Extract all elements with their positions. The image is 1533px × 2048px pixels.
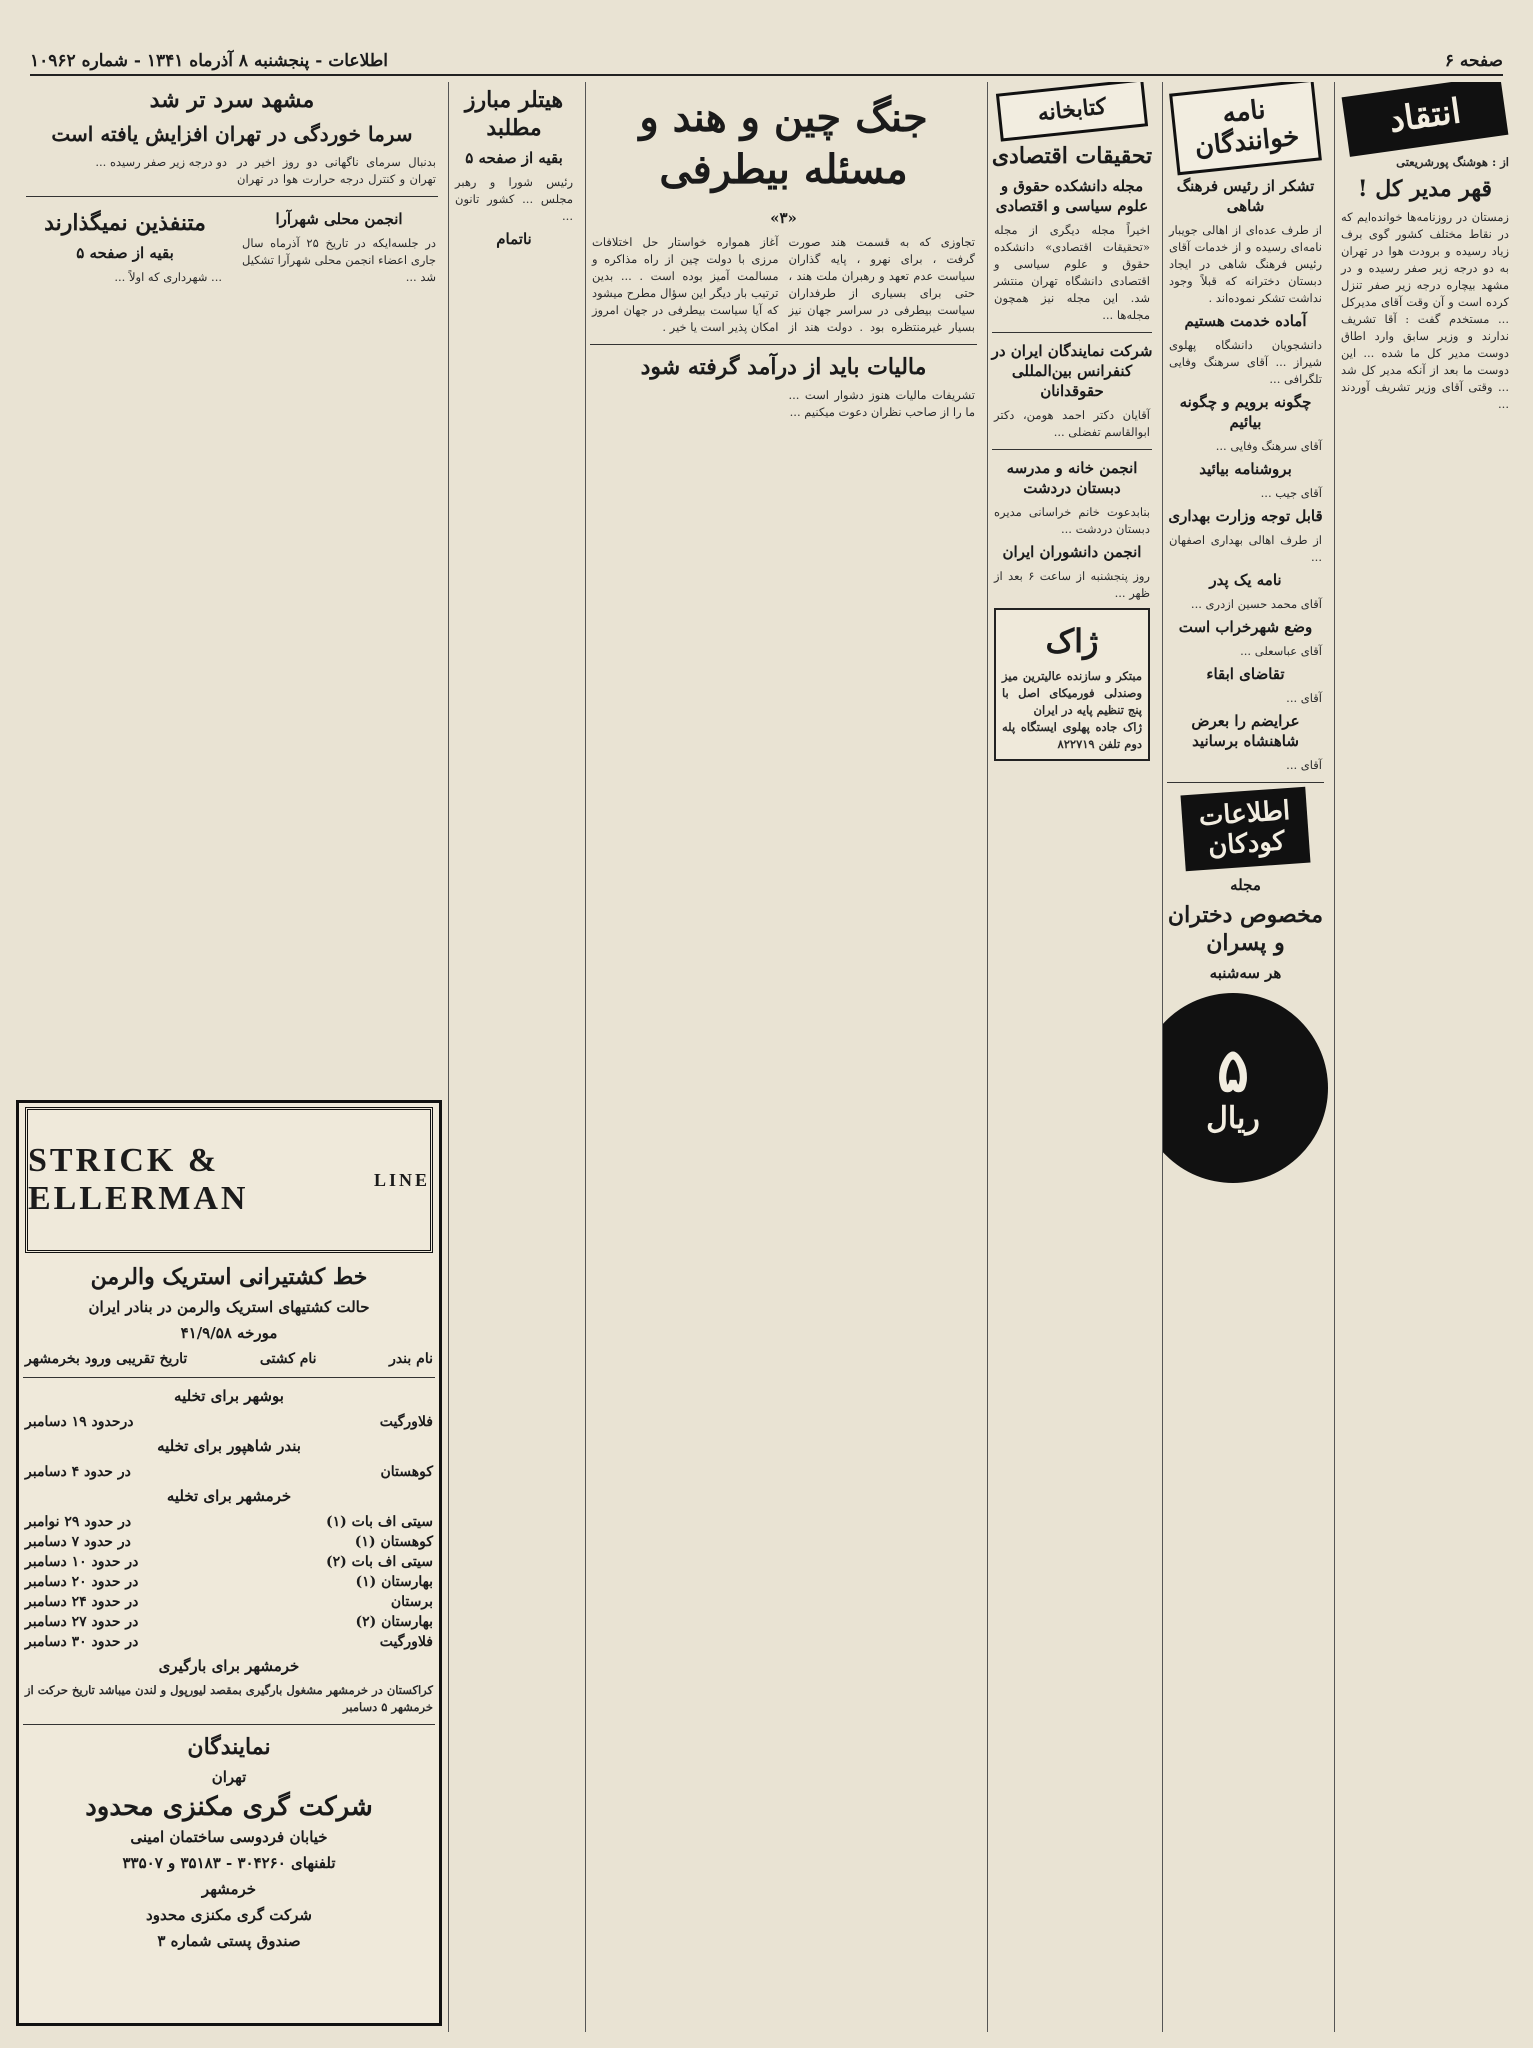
- ship-subtitle: حالت کشتیهای استریک والرمن در بنادر ایران: [88, 1298, 370, 1316]
- column-mashhad: [22, 82, 442, 1082]
- readers-item3-title: چگونه برویم و چگونه بیائیم: [1179, 393, 1312, 431]
- ship-eta: در حدود ۷ دسامبر: [25, 1534, 131, 1550]
- masthead: [30, 48, 1503, 76]
- univ-title: انجمن دانشوران ایران: [1002, 543, 1142, 561]
- phone-tehran: تلفنهای ۳۰۴۲۶۰ - ۳۵۱۸۳ و ۳۳۵۰۷: [122, 1854, 336, 1872]
- city-tehran: تهران: [211, 1768, 247, 1786]
- ship-eta: در حدود ۲۹ نوامبر: [25, 1514, 132, 1530]
- readers-logo: نامه خوانندگان: [1169, 82, 1322, 175]
- mashhad-lower: [22, 205, 442, 286]
- readers-item3-body: آقای سرهنگ وفایی ...: [1215, 439, 1322, 453]
- school-body: بنابدعوت خانم خراسانی مدیره دبستان دردشت ...: [994, 505, 1150, 536]
- readers-item1-body: از طرف عده‌ای از اهالی جویبار نامه‌ای رسیده و از خدمات آقای رئیس فرهنگ شاهی در ایجاد دبستان دخترانه که قبلاً وجود نداشت تشکر نموده‌اند .: [1169, 223, 1322, 305]
- influential-title: متنفذین نمیگذارند: [44, 210, 206, 236]
- ship-eta: در حدود ۱۰ دسامبر: [25, 1554, 139, 1570]
- ship-banner-text: STRICK & ELLERMAN: [28, 1142, 249, 1217]
- ship-name: فلاورگیت: [379, 1634, 433, 1650]
- ship-date: مورخه ۴۱/۹/۵۸: [180, 1324, 278, 1342]
- divider: [590, 344, 977, 345]
- ship-name: کوهستان: [380, 1464, 433, 1480]
- ship-ad: [16, 1100, 442, 2026]
- china-india-number: «۳»: [770, 209, 797, 227]
- ship-table-header: [19, 1349, 439, 1369]
- jacques-ad-body: مبتکر و سازنده عالیترین میز وصندلی فورمیکای اصل با پنج تنظیم پایه در ایران: [1002, 669, 1142, 717]
- readers-item5-title: قابل توجه وزارت بهداری: [1168, 507, 1323, 525]
- hitler-sub: بقیه از صفحه ۵: [465, 149, 563, 167]
- group-khorramshahr-loading: خرمشهر برای بارگیری: [158, 1657, 300, 1675]
- ship-name: برستان: [390, 1594, 433, 1610]
- page-number: صفحه ۶: [1444, 51, 1503, 71]
- library-logo: کتابخانه: [996, 82, 1148, 142]
- jacques-ad-address: ژاک جاده پهلوی ایستگاه پله دوم تلفن ۸۲۲۷۱۹: [1002, 720, 1142, 751]
- group-bandar-shahpur: بندر شاهپور برای تخلیه: [157, 1437, 301, 1455]
- criticism-byline: از : هوشنگ پورشریعتی: [1396, 155, 1509, 169]
- ship-banner-line: LINE: [373, 1169, 430, 1190]
- price-currency: ریال: [1206, 1101, 1260, 1136]
- influential-body: ... شهرداری که اولاً ...: [114, 270, 222, 284]
- schedule-row: [19, 1612, 439, 1632]
- agents-label: نمایندگان: [187, 1734, 271, 1760]
- divider: [1167, 782, 1324, 783]
- city-khorramshahr: خرمشهر: [201, 1880, 257, 1898]
- kids-day: هر سه‌شنبه: [1209, 964, 1282, 982]
- library-body: اخیراً مجله دیگری از مجله «تحقیقات اقتصادی» دانشکده حقوق و علوم سیاسی و اقتصادی دانشگاه تهران منتشر شد. این مجله نیز همچون مجله‌ها ...: [994, 223, 1150, 322]
- ship-name: سیتی اف بات (۱): [326, 1514, 433, 1530]
- address-tehran: خیابان فردوسی ساختمان امینی: [130, 1828, 328, 1846]
- mashhad-title: مشهد سرد تر شد: [149, 87, 315, 113]
- kids-magazine-logo: اطلاعات کودکان: [1181, 787, 1311, 872]
- divider: [23, 1377, 435, 1378]
- readers-item2-title: آماده خدمت هستیم: [1184, 312, 1307, 330]
- hitler-body: رئیس شورا و رهبر مجلس ... کشور تانون ...: [455, 175, 573, 223]
- column-hitler: [448, 82, 579, 2032]
- ship-eta: در حدود ۴ دسامبر: [25, 1464, 131, 1480]
- readers-item2-body: دانشجویان دانشگاه پهلوی شیراز ... آقای سرهنگ وفایی تلگرافی ...: [1169, 338, 1322, 386]
- readers-item8-body: آقای ...: [1286, 691, 1322, 705]
- readers-item9-body: آقای ...: [1286, 758, 1322, 772]
- column-china-india: [585, 82, 981, 2032]
- column-criticism: [1334, 82, 1515, 2032]
- ship-eta: در حدود ۲۴ دسامبر: [25, 1594, 139, 1610]
- tax-title: مالیات باید از درآمد گرفته شود: [640, 354, 927, 380]
- divider: [992, 332, 1152, 333]
- readers-item8-title: تقاضای ابقاء: [1206, 665, 1285, 683]
- readers-item6-body: آقای محمد حسین ازدری ...: [1190, 597, 1322, 611]
- loading-body: کراکستان در خرمشهر مشغول بارگیری بمقصد لیورپول و لندن میباشد تاریخ حرکت از خرمشهر ۵ دسامبر: [25, 1683, 433, 1714]
- group-khorramshahr: خرمشهر برای تخلیه: [166, 1487, 292, 1505]
- jacques-ad-title: ژاک: [1045, 622, 1099, 660]
- schedule-row: [19, 1552, 439, 1572]
- schedule-row: [19, 1512, 439, 1532]
- tax-body: تشریفات مالیات هنوز دشوار است ... ما را از صاحب نظران دعوت میکنیم ...: [788, 388, 975, 419]
- ship-name: سیتی اف بات (۲): [326, 1554, 433, 1570]
- price-number: ۵: [1216, 1036, 1250, 1106]
- readers-item1-title: تشکر از رئیس فرهنگ شاهی: [1176, 177, 1315, 215]
- schedule-row: [19, 1592, 439, 1612]
- readers-item4-title: بروشنامه بیائید: [1199, 460, 1292, 478]
- ship-name: بهارستان (۱): [355, 1574, 433, 1590]
- library-title: تحقیقات اقتصادی: [991, 143, 1153, 169]
- issue-info: اطلاعات - پنجشنبه ۸ آذرماه ۱۳۴۱ - شماره ۱۰۹۶۲: [30, 51, 388, 71]
- china-india-title: جنگ چین و هند و مسئله بیطرفی: [639, 94, 928, 193]
- schedule-row: [19, 1412, 439, 1432]
- divider: [26, 196, 438, 197]
- readers-item4-body: آقای جیب ...: [1260, 486, 1322, 500]
- readers-item7-body: آقای عباسعلی ...: [1240, 644, 1322, 658]
- ship-title: خط کشتیرانی استریک والرمن: [90, 1264, 368, 1290]
- readers-item5-body: از طرف اهالی بهداری اصفهان ...: [1169, 533, 1322, 564]
- library-subtitle: مجله دانشکده حقوق و علوم سیاسی و اقتصادی: [995, 177, 1149, 215]
- conference-title: شرکت نمایندگان ایران در کنفرانس بین‌المللی حقوقدانان: [991, 342, 1153, 400]
- column-readers: [1162, 82, 1328, 2032]
- ship-eta: درحدود ۱۹ دسامبر: [25, 1414, 134, 1430]
- univ-body: روز پنجشنبه از ساعت ۶ بعد از ظهر ...: [994, 569, 1150, 600]
- ship-eta: در حدود ۳۰ دسامبر: [25, 1634, 139, 1650]
- hitler-end: ناتمام: [496, 230, 532, 248]
- council-title: انجمن محلی شهرآرا: [275, 210, 403, 228]
- header-date: تاریخ تقریبی ورود بخرمشهر: [25, 1351, 188, 1367]
- group-bushehr: بوشهر برای تخلیه: [174, 1387, 284, 1405]
- influential-sub: بقیه از صفحه ۵: [76, 244, 174, 262]
- schedule-row: [19, 1572, 439, 1592]
- divider: [992, 449, 1152, 450]
- header-port: نام بندر: [389, 1351, 433, 1367]
- readers-item6-title: نامه یک پدر: [1209, 571, 1282, 589]
- company-tehran: شرکت گری مکنزی محدود: [85, 1792, 373, 1822]
- ship-name: فلاورگیت: [379, 1414, 433, 1430]
- council-section: [236, 205, 442, 286]
- divider: [23, 1724, 435, 1725]
- hitler-title: هیتلر مبارز مطلبد: [464, 87, 564, 141]
- kids-mag-label: مجله: [1230, 876, 1261, 894]
- company-khorramshahr: شرکت گری مکنزی محدود: [146, 1906, 312, 1924]
- china-india-body: تجاوزی که به قسمت هند صورت گرفت ، برای نهرو ، پایه گذاران سیاست عدم تعهد و رهبران ملت هند ، حتی برای بسیاری از طرفداران سیاست بیطرفی در سراسر جهان نیز بسیار غیرمنتظره بود . دولت هند از آغاز همواره خواستار حل اختلافات مرزی با دولت چین از راه مذاکره و مسالمت آمیز بوده است . ... بدین ترتیب بار دیگر این سؤال مطرح میشود که آیا سیاست بیطرفی در جهان امروز امکان پذیر است یا خیر .: [592, 235, 975, 334]
- conference-body: آقایان دکتر احمد هومن، دکتر ابوالقاسم تفضلی ...: [994, 408, 1150, 439]
- readers-item9-title: عرایضم را بعرض شاهنشاه برسانید: [1191, 712, 1300, 750]
- influential-section: [22, 205, 228, 286]
- schedule-row: [19, 1462, 439, 1482]
- school-title: انجمن خانه و مدرسه دبستان دردشت: [1006, 459, 1138, 497]
- mashhad-headline: سرما خوردگی در تهران افزایش یافته است: [51, 122, 413, 146]
- price-badge: [1162, 993, 1328, 1183]
- criticism-body: زمستان در روزنامه‌ها خوانده‌ایم که در نقاط مختلف کشور گوی برف زیاد رسیده و برودت هوا در تهران به دو درجه زیر صفر رسیده و در مشهد بیچاره درجه زیر صفر تنزل کرده است و آن وقت آقای مدیرکل ... مستخدم گفت : آقا تشریف ندارند و وزیر سابق وارد اطاق دوست مدیر کل ما شده ... این دوست ما بعد از آنکه مدیر کل شد ... وقتی آقای وزیر تشریف آوردند ...: [1341, 210, 1509, 411]
- ship-eta: در حدود ۲۰ دسامبر: [25, 1574, 139, 1590]
- schedule-row: [19, 1632, 439, 1652]
- column-library: [987, 82, 1156, 2032]
- ship-name: کوهستان (۱): [354, 1534, 433, 1550]
- criticism-title: قهر مدیر کل !: [1357, 176, 1493, 202]
- council-body: در جلسه‌ایکه در تاریخ ۲۵ آذرماه سال جاری اعضاء انجمن محلی شهرآرا تشکیل شد ...: [242, 236, 436, 284]
- kids-for: مخصوص دختران و پسران: [1167, 902, 1324, 956]
- mashhad-body: بدنبال سرمای ناگهانی دو روز اخیر در تهران و کنترل درجه حرارت هوا در تهران دو درجه زیر صفر رسیده ...: [95, 155, 436, 186]
- box-khorramshahr: صندوق پستی شماره ۳: [157, 1932, 301, 1950]
- jacques-ad: [994, 608, 1150, 761]
- readers-item7-title: وضع شهرخراب است: [1178, 618, 1313, 636]
- header-ship: نام کشتی: [259, 1351, 317, 1367]
- schedule-row: [19, 1532, 439, 1552]
- ship-eta: در حدود ۲۷ دسامبر: [25, 1614, 139, 1630]
- ship-name: بهارستان (۲): [355, 1614, 433, 1630]
- ship-banner: [25, 1107, 433, 1253]
- criticism-logo: انتقاد: [1342, 82, 1509, 157]
